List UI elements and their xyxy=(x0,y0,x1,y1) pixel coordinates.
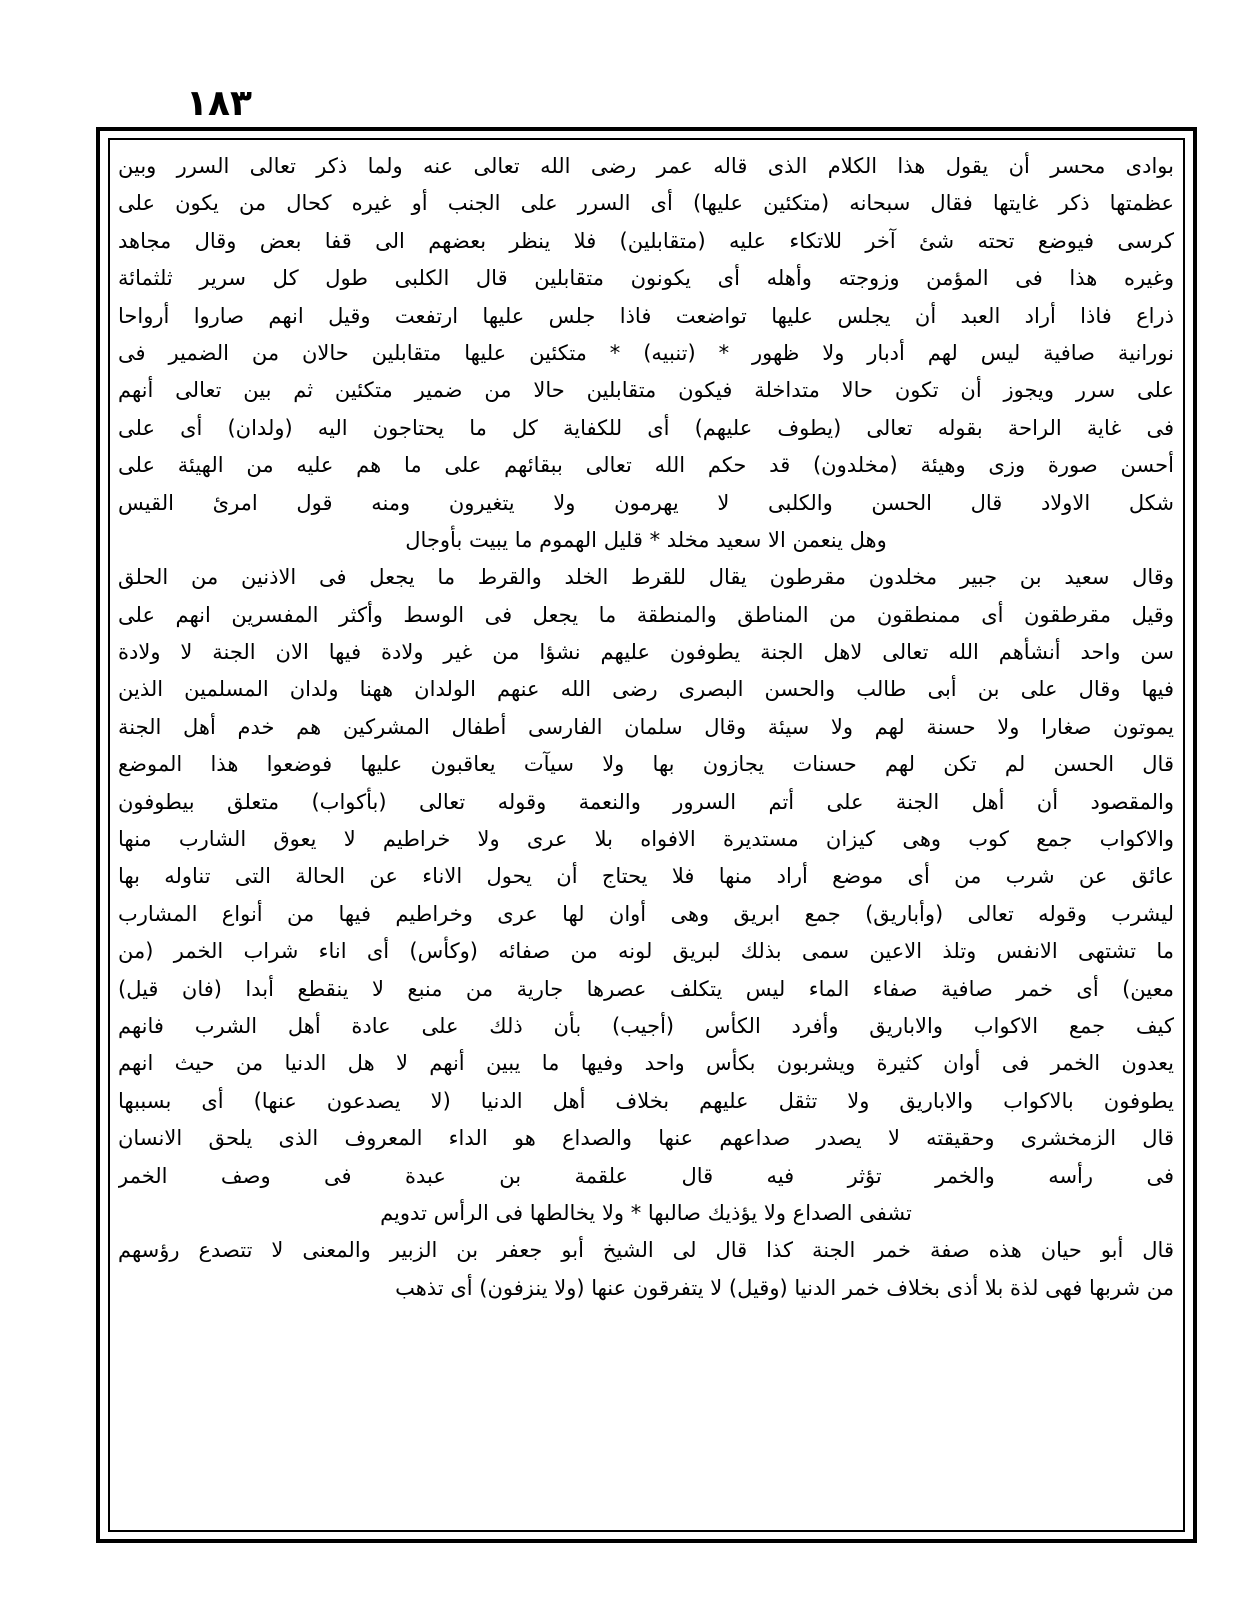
text-line: معين) أى خمر صافية صفاء الماء ليس يتكلف عصرها جارية من منبع لا ينقطع أبدا (فان قيل) xyxy=(118,976,1174,1001)
text-line: ليشرب وقوله تعالى (وأباريق) جمع ابريق وهى أوان لها عرى وخراطيم فيها من أنواع المشارب xyxy=(118,901,1174,926)
text-line: ذراع فاذا أراد العبد أن يجلس عليها تواضعت فاذا جلس عليها ارتفعت وقيل انهم صاروا أرواحا xyxy=(118,303,1174,328)
text-line: سن واحد أنشأهم الله تعالى لاهل الجنة يطوفون عليهم نشؤا من غير ولادة فيها الان الجنة لا ولادة xyxy=(118,640,1174,665)
text-line: والاكواب جمع كوب وهى كيزان مستديرة الافواه بلا عرى ولا خراطيم لا يعوق الشارب منها xyxy=(118,827,1174,852)
text-line: قال الحسن لم تكن لهم حسنات يجازون بها ولا سيآت يعاقبون عليها فوضعوا هذا الموضع xyxy=(118,752,1174,777)
text-line: يطوفون بالاكواب والاباريق ولا تثقل عليهم بخلاف أهل الدنيا (لا يصدعون عنها) أى بسببها xyxy=(118,1088,1174,1113)
text-line: من شربها فهى لذة بلا أذى بخلاف خمر الدنيا (وقيل) لا يتفرقون عنها (ولا ينزفون) أى تذهب xyxy=(395,1275,1174,1300)
text-line: على سرر ويجوز أن تكون حالا متداخلة فيكون متقابلين حالا من ضمير متكئين ثم بين تعالى أنهم xyxy=(118,378,1174,403)
text-line: فى رأسه والخمر تؤثر فيه قال علقمة بن عبدة فى وصف الخمر xyxy=(118,1163,1174,1188)
text-line: وغيره هذا فى المؤمن وزوجته وأهله أى يكونون متقابلين قال الكلبى طول كل سرير ثلثمائة xyxy=(118,266,1174,291)
text-line: شكل الاولاد قال الحسن والكلبى لا يهرمون ولا يتغيرون ومنه قول امرئ القيس xyxy=(118,490,1174,515)
arabic-text-block xyxy=(118,148,1174,1528)
text-line: فى غاية الراحة بقوله تعالى (يطوف عليهم) أى للكفاية كل ما يحتاجون اليه (ولدان) أى على xyxy=(118,415,1174,440)
text-line: عائق عن شرب من أى موضع أراد منها فلا يحتاج أن يحول الاناء عن الحالة التى تناوله بها xyxy=(118,864,1174,889)
poetry-verse-line: وهل ينعمن الا سعيد مخلد * قليل الهموم ما يبيت بأوجال xyxy=(405,527,887,552)
text-line: أحسن صورة وزى وهيئة (مخلدون) قد حكم الله تعالى ببقائهم على ما هم عليه من الهيئة على xyxy=(118,453,1174,478)
text-line: فيها وقال على بن أبى طالب والحسن البصرى رضى الله عنهم الولدان ههنا ولدان المسلمين الذين xyxy=(118,677,1174,702)
page-number: ١٨٣ xyxy=(186,83,252,124)
text-line: وقال سعيد بن جبير مخلدون مقرطون يقال للقرط الخلد والقرط ما يجعل فى الاذنين من الحلق xyxy=(118,565,1174,590)
text-line: عظمتها ذكر غايتها فقال سبحانه (متكئين عليها) أى السرر على الجنب أو غيره كحال من يكون على xyxy=(118,191,1174,216)
text-line: كرسى فيوضع تحته شئ آخر للاتكاء عليه (متقابلين) فلا ينظر بعضهم الى قفا بعض وقال مجاهد xyxy=(118,228,1174,253)
text-line: ما تشتهى الانفس وتلذ الاعين سمى بذلك لبريق لونه من صفائه (وكأس) أى اناء شراب الخمر (من xyxy=(118,939,1174,964)
text-line: نورانية صافية ليس لهم أدبار ولا ظهور * (تنبيه) * متكئين عليها متقابلين حالان من الضمير فى xyxy=(118,340,1174,365)
text-line: قال أبو حيان هذه صفة خمر الجنة كذا قال لى الشيخ أبو جعفر بن الزبير والمعنى لا تتصدع رؤسهم xyxy=(118,1238,1174,1263)
text-line: بوادى محسر أن يقول هذا الكلام الذى قاله عمر رضى الله تعالى عنه ولما ذكر تعالى السرر وبين xyxy=(118,154,1174,178)
text-line: يموتون صغارا ولا حسنة لهم ولا سيئة وقال سلمان الفارسى أطفال المشركين هم خدم أهل الجنة xyxy=(118,714,1174,739)
text-line: والمقصود أن أهل الجنة على أتم السرور والنعمة وقوله تعالى (بأكواب) متعلق بيطوفون xyxy=(118,789,1174,814)
text-line: يعدون الخمر فى أوان كثيرة ويشربون بكأس واحد وفيها ما يبين أنهم لا هل الدنيا من حيث انهم xyxy=(118,1051,1174,1076)
text-line: كيف جمع الاكواب والاباريق وأفرد الكأس (أجيب) بأن ذلك على عادة أهل الشرب فانهم xyxy=(118,1013,1174,1038)
text-line: قال الزمخشرى وحقيقته لا يصدر صداعهم عنها والصداع هو الداء المعروف الذى يلحق الانسان xyxy=(118,1126,1174,1151)
text-line: وقيل مقرطقون أى ممنطقون من المناطق والمنطقة ما يجعل فى الوسط وأكثر المفسرين انهم على xyxy=(118,602,1174,627)
poetry-verse-line: تشفى الصداع ولا يؤذيك صالبها * ولا يخالطها فى الرأس تدويم xyxy=(380,1200,912,1225)
